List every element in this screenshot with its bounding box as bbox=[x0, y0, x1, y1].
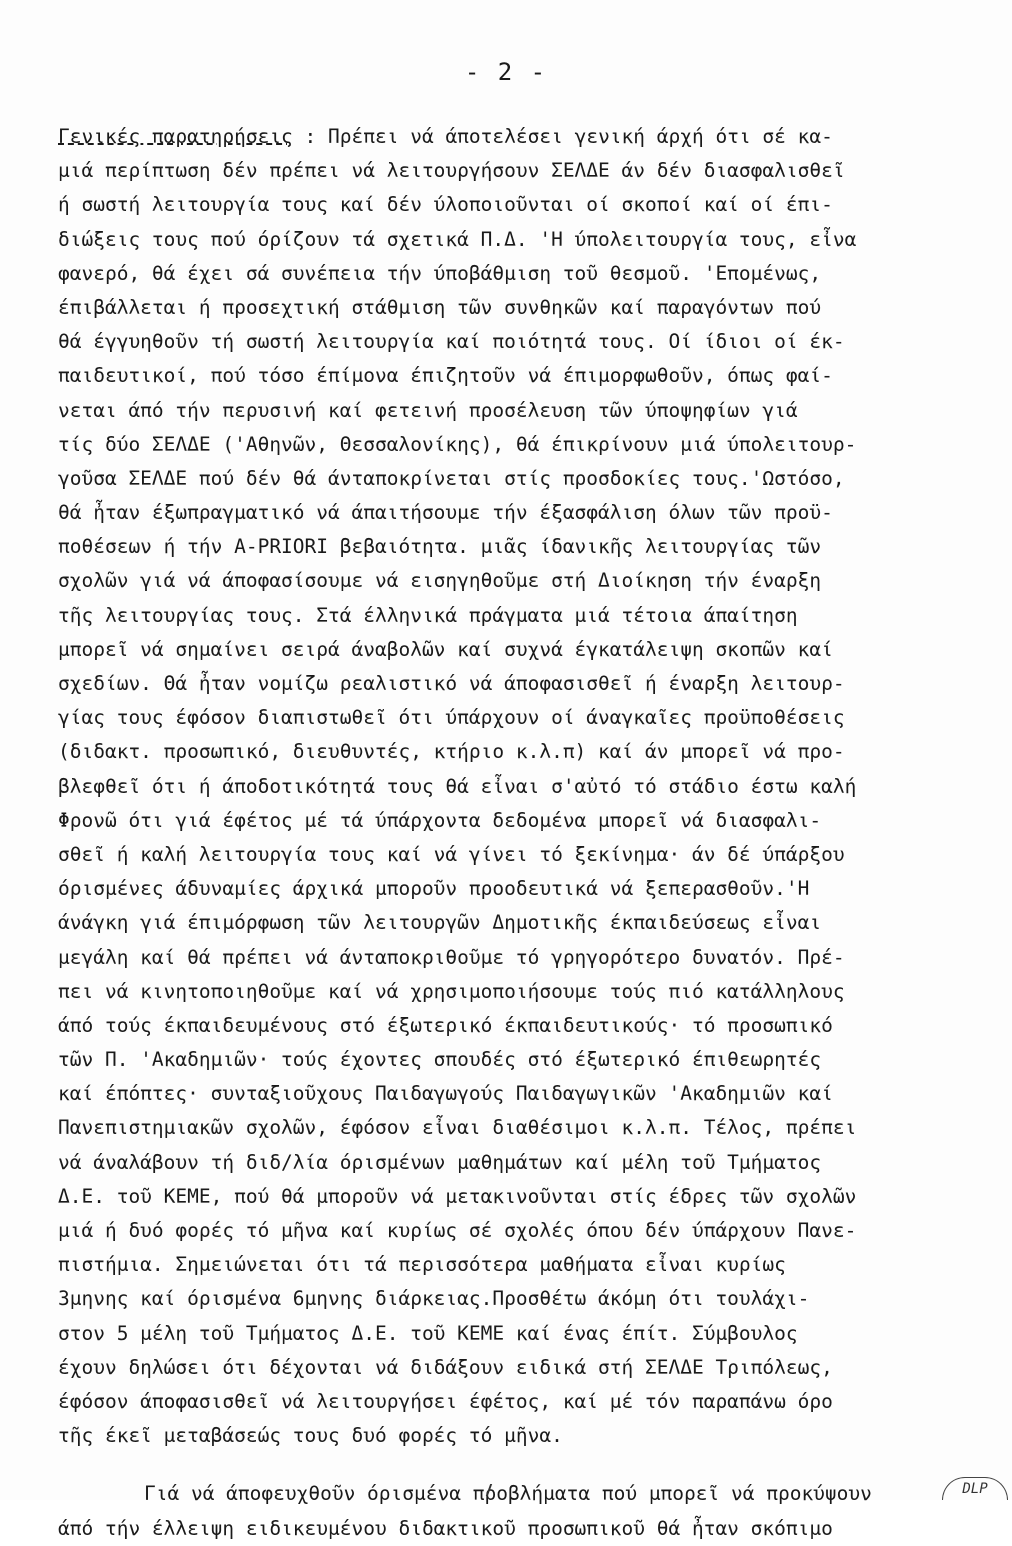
text-line: γίας τους έφόσον διαπιστωθεῖ ότι ύπάρχουν οί άναγκαῖες προϋποθέσεις bbox=[58, 706, 845, 730]
text-line: άνάγκη γιά έπιμόρφωση τῶν λειτουργῶν Δημοτικῆς έκπαιδεύσεως εἶναι bbox=[58, 911, 822, 935]
text-line: τῆς λειτουργίας τους. Στά έλληνικά πράγματα μιά τέτοια άπαίτηση bbox=[58, 603, 798, 627]
text-line: έχουν δηλώσει ότι δέχονται νά διδάξουν ειδικά στή ΣΕΛΔΕ Τριπόλεως, bbox=[58, 1355, 833, 1379]
text-line: ποθέσεων ή τήν A-PRIORI βεβαιότητα. μιᾶς ίδανικῆς λειτουργίας τῶν bbox=[58, 535, 822, 559]
text-line: μεγάλη καί θά πρέπει νά άνταποκριθοῦμε τό γρηγορότερο δυνατόν. Πρέ- bbox=[58, 945, 845, 969]
text-line: Πρέπει νά άποτελέσει γενική άρχή ότι σέ κα- bbox=[328, 125, 833, 148]
text-line: βλεφθεῖ ότι ή άποδοτικότητά τους θά εἶναι σ'αὐτό τό στάδιο έστω καλή bbox=[58, 774, 857, 798]
text-line: πιστήμια. Σημειώνεται ότι τά περισσότερα μαθήματα εἶναι κυρίως bbox=[58, 1253, 786, 1277]
text-line: στον 5 μέλη τοῦ Τμήματος Δ.Ε. τοῦ ΚΕΜΕ καί ένας έπίτ. Σύμβουλος bbox=[58, 1321, 798, 1345]
text-line: νά άναλάβουν τή διδ/λία όρισμένων μαθημάτων καί μέλη τοῦ Τμήματος bbox=[58, 1150, 822, 1174]
page-number: - 2 - bbox=[464, 58, 548, 86]
text-line: τῆς έκεῖ μεταβάσεώς τους δυό φορές τό μῆνα. bbox=[58, 1424, 563, 1448]
text-line: πει νά κινητοποιηθοῦμε καί νά χρησιμοποιήσουμε τούς πιό κατάλληλους bbox=[58, 979, 845, 1003]
heading-colon: : bbox=[292, 125, 329, 148]
text-line: Φρονῶ ότι γιά έφέτος μέ τά ύπάρχοντα δεδομένα μπορεῖ νά διασφαλι- bbox=[58, 808, 822, 832]
text-line: Πανεπιστημιακῶν σχολῶν, έφόσον εἶναι διαθέσιμοι κ.λ.π. Τέλος, πρέπει bbox=[58, 1116, 857, 1140]
text-line: 3μηνης καί όρισμένα 6μηνης διάρκειας.Προσθέτω άκόμη ότι τουλάχι- bbox=[58, 1287, 810, 1311]
text-line: τίς δύο ΣΕΛΔΕ ('Αθηνῶν, Θεσσαλονίκης), θά έπικρίνουν μιά ύπολειτουρ- bbox=[58, 432, 857, 456]
text-line: γοῦσα ΣΕΛΔΕ πού δέν θά άνταποκρίνεται στίς προσδοκίες τους.'Ωστόσο, bbox=[58, 466, 845, 490]
text-line: μιά ή δυό φορές τό μῆνα καί κυρίως σέ σχολές όπου δέν ύπάρχουν Πανε- bbox=[58, 1219, 857, 1242]
document-body bbox=[58, 120, 1012, 1546]
text-line: έφόσον άποφασισθεῖ νά λειτουργήσει έφέτος, καί μέ τόν παραπάνω όρο bbox=[58, 1389, 833, 1413]
paragraph-2-line: άπό τήν έλλειψη ειδικευμένου διδακτικοῦ προσωπικοῦ θά ἦταν σκόπιμο bbox=[58, 1516, 833, 1540]
text-line: σχεδίων. Θά ἦταν νομίζω ρεαλιστικό νά άποφασισθεῖ ή έναρξη λειτουρ- bbox=[58, 672, 845, 695]
text-line: όρισμένες άδυναμίες άρχικά μποροῦν προοδευτικά νά ξεπερασθοῦν.'Η bbox=[58, 877, 810, 901]
text-line: μπορεῖ νά σημαίνει σειρά άναβολῶν καί συχνά έγκατάλειψη σκοπῶν καί bbox=[58, 637, 833, 661]
text-line: παιδευτικοί, πού τόσο έπίμονα έπιζητοῦν νά έπιμορφωθοῦν, όπως φαί- bbox=[58, 364, 833, 388]
text-line: θά έγγυηθοῦν τή σωστή λειτουργία καί ποιότητά τους. Οί ίδιοι οί έκ- bbox=[58, 330, 845, 354]
text-line: τῶν Π. 'Ακαδημιῶν· τούς έχοντες σπουδές στό έξωτερικό έπιθεωρητές bbox=[58, 1048, 822, 1072]
text-line: (διδακτ. προσωπικό, διευθυντές, κτήριο κ.λ.π) καί άν μπορεῖ νά προ- bbox=[58, 740, 845, 764]
page-stamp: DLP bbox=[942, 1477, 1008, 1500]
paragraph-2-line: Γιά νά άποφευχθοῦν όρισμένα προβλήματα πού μπορεῖ νά προκύψουν bbox=[144, 1482, 872, 1506]
text-line: διώξεις τους πού όρίζουν τά σχετικά Π.Δ. 'Η ύπολειτουργία τους, εἶνα bbox=[58, 227, 857, 251]
section-heading: Γενικές παρατηρήσεις bbox=[58, 125, 293, 148]
text-line: άπό τούς έκπαιδευμένους στό έξωτερικό έκπαιδευτικούς· τό προσωπικό bbox=[58, 1013, 833, 1037]
text-line: φανερό, θά έχει σά συνέπεια τήν ύποβάθμιση τοῦ θεσμοῦ. 'Επομένως, bbox=[58, 261, 822, 285]
text-line: ή σωστή λειτουργία τους καί δέν ύλοποιοῦνται οί σκοποί καί οί έπι- bbox=[58, 193, 833, 217]
text-line: Δ.Ε. τοῦ ΚΕΜΕ, πού θά μποροῦν νά μετακινοῦνται στίς έδρες τῶν σχολῶν bbox=[58, 1184, 857, 1208]
text-line: έπιβάλλεται ή προσεχτική στάθμιση τῶν συνθηκῶν καί παραγόντων πού bbox=[58, 295, 822, 319]
text-line: σθεῖ ή καλή λειτουργία τους καί νά γίνει τό ξεκίνημα· άν δέ ύπάρξου bbox=[58, 842, 845, 866]
text-line: μιά περίπτωση δέν πρέπει νά λειτουργήσουν ΣΕΛΔΕ άν δέν διασφαλισθεῖ bbox=[58, 159, 845, 183]
text-line: νεται άπό τήν περυσινή καί φετεινή προσέλευση τῶν ύποψηφίων γιά bbox=[58, 398, 798, 422]
text-line-1 bbox=[58, 120, 1012, 154]
text-line: θά ἦταν έξωπραγματικό νά άπαιτήσουμε τήν έξασφάλιση όλων τῶν προϋ- bbox=[58, 501, 833, 525]
text-line: καί έπόπτες· συνταξιοῦχους Παιδαγωγούς Παιδαγωγικῶν 'Ακαδημιῶν καί bbox=[58, 1082, 833, 1106]
text-line: σχολῶν γιά νά άποφασίσουμε νά εισηγηθοῦμε στή Διοίκηση τήν έναρξη bbox=[58, 569, 822, 593]
